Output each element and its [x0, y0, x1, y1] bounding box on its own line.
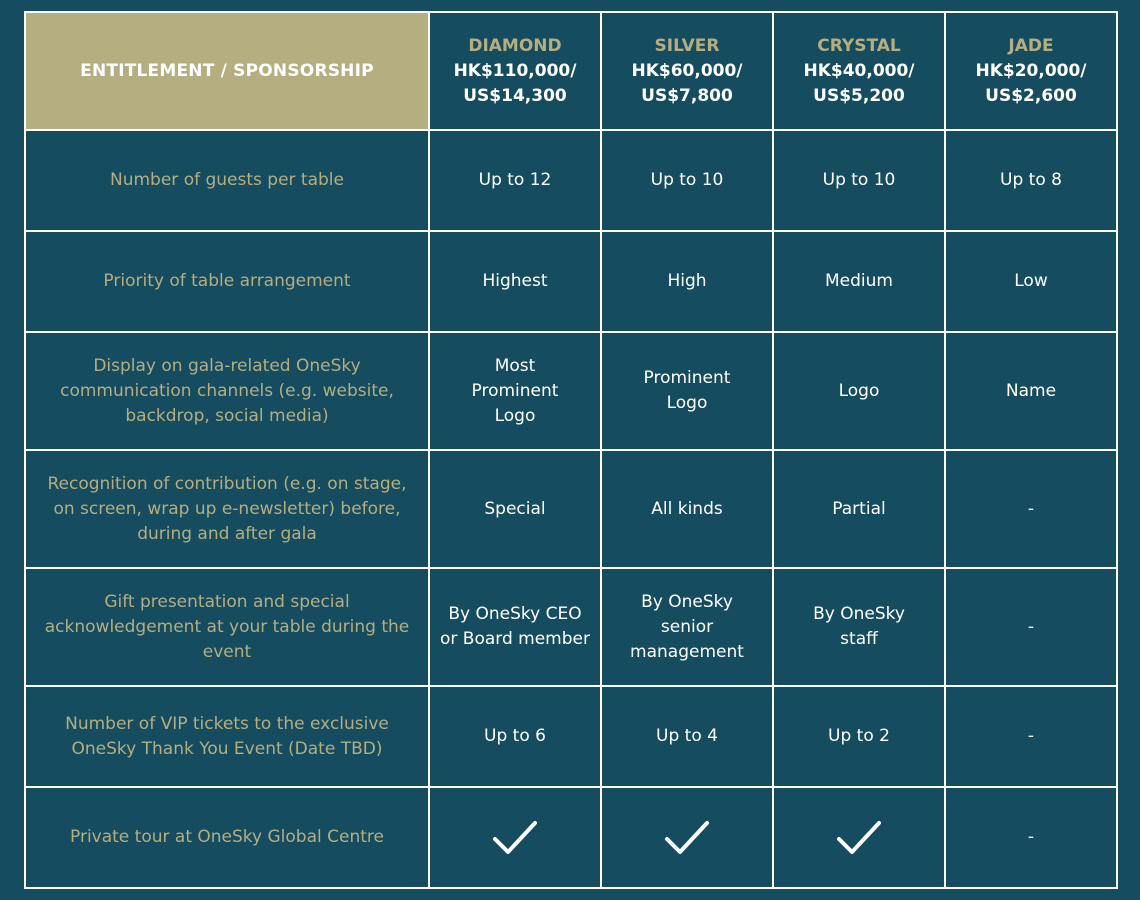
diamond-value: Highest — [429, 231, 601, 332]
tier-price-hkd: HK$20,000/ — [975, 60, 1087, 81]
tier-price-usd: US$14,300 — [463, 85, 567, 106]
table-row — [25, 686, 1117, 787]
tier-price-hkd: HK$110,000/ — [453, 60, 577, 81]
jade-value: Name — [945, 332, 1117, 450]
tier-price-usd: US$5,200 — [813, 85, 905, 106]
entitlement-header: ENTITLEMENT / SPONSORSHIP — [25, 12, 429, 130]
table-row — [25, 450, 1117, 568]
tier-price-hkd: HK$60,000/ — [631, 60, 743, 81]
tier-name: SILVER — [654, 35, 720, 56]
entitlement-label: Number of VIP tickets to the exclusive OneSky Thank You Event (Date TBD) — [25, 686, 429, 787]
crystal-value: Up to 2 — [773, 686, 945, 787]
jade-value: Up to 8 — [945, 130, 1117, 231]
diamond-value — [429, 787, 601, 888]
table-row — [25, 332, 1117, 450]
table-row — [25, 787, 1117, 888]
jade-value: - — [945, 787, 1117, 888]
jade-value: - — [945, 686, 1117, 787]
silver-value: All kinds — [601, 450, 773, 568]
entitlement-label: Recognition of contribution (e.g. on stage, on screen, wrap up e-newsletter) before, during and after gala — [25, 450, 429, 568]
table-row — [25, 231, 1117, 332]
jade-value: - — [945, 568, 1117, 686]
check-icon — [491, 819, 539, 857]
sponsorship-table — [24, 11, 1118, 889]
check-icon — [835, 819, 883, 857]
diamond-value: By OneSky CEO or Board member — [429, 568, 601, 686]
jade-value: Low — [945, 231, 1117, 332]
silver-value — [601, 787, 773, 888]
tier-jade — [945, 12, 1117, 130]
silver-value: High — [601, 231, 773, 332]
entitlement-label: Priority of table arrangement — [25, 231, 429, 332]
silver-value: Up to 4 — [601, 686, 773, 787]
header-row — [25, 12, 1117, 130]
diamond-value: Up to 6 — [429, 686, 601, 787]
tier-price-usd: US$2,600 — [985, 85, 1077, 106]
entitlement-label: Number of guests per table — [25, 130, 429, 231]
diamond-value: Up to 12 — [429, 130, 601, 231]
tier-name: CRYSTAL — [817, 35, 901, 56]
check-icon — [663, 819, 711, 857]
crystal-value: Medium — [773, 231, 945, 332]
crystal-value: Partial — [773, 450, 945, 568]
silver-value: Prominent Logo — [601, 332, 773, 450]
crystal-value: Up to 10 — [773, 130, 945, 231]
crystal-value: Logo — [773, 332, 945, 450]
crystal-value — [773, 787, 945, 888]
entitlement-label: Display on gala-related OneSky communication channels (e.g. website, backdrop, social media) — [25, 332, 429, 450]
entitlement-label: Gift presentation and special acknowledgement at your table during the event — [25, 568, 429, 686]
entitlement-label: Private tour at OneSky Global Centre — [25, 787, 429, 888]
table-row — [25, 130, 1117, 231]
crystal-value: By OneSky staff — [773, 568, 945, 686]
tier-price-hkd: HK$40,000/ — [803, 60, 915, 81]
jade-value: - — [945, 450, 1117, 568]
tier-name: JADE — [1008, 35, 1054, 56]
tier-name: DIAMOND — [468, 35, 562, 56]
table-row — [25, 568, 1117, 686]
tier-price-usd: US$7,800 — [641, 85, 733, 106]
diamond-value: Most Prominent Logo — [429, 332, 601, 450]
tier-silver — [601, 12, 773, 130]
tier-crystal — [773, 12, 945, 130]
silver-value: By OneSky senior management — [601, 568, 773, 686]
diamond-value: Special — [429, 450, 601, 568]
sponsorship-table-wrapper — [24, 11, 1116, 888]
tier-diamond — [429, 12, 601, 130]
silver-value: Up to 10 — [601, 130, 773, 231]
